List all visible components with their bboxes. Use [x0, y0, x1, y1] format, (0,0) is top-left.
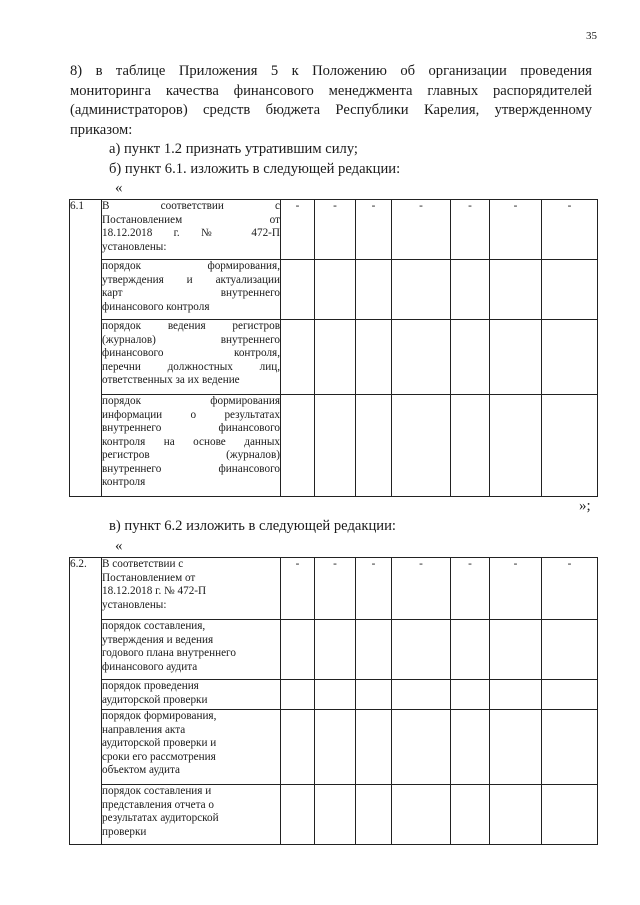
text-line: финансового аудита	[102, 660, 198, 673]
row-heading	[102, 200, 281, 260]
table-row	[70, 710, 598, 785]
dash-cell: -	[356, 200, 392, 260]
text-line: информации о результатах	[102, 408, 280, 421]
text-line: годового плана внутреннего	[102, 647, 236, 659]
row-description	[102, 620, 281, 680]
table-row	[70, 320, 598, 395]
text-line: порядок составления и	[102, 785, 212, 797]
empty-cell	[542, 620, 598, 680]
row-description	[102, 260, 281, 320]
empty-cell	[542, 785, 598, 845]
open-quote-2: «	[115, 538, 123, 554]
empty-cell	[451, 395, 490, 497]
text-line: контроля	[102, 476, 146, 488]
table-row	[70, 260, 598, 320]
item-b: б) пункт 6.1. изложить в следующей редакции:	[109, 160, 401, 177]
empty-cell	[281, 395, 315, 497]
row-description	[102, 785, 281, 845]
dash-cell: -	[451, 558, 490, 620]
empty-cell	[451, 260, 490, 320]
text-line: регистров (журналов)	[102, 449, 280, 461]
empty-cell	[356, 320, 392, 395]
dash-cell: -	[315, 200, 356, 260]
text-line: результатах аудиторской	[102, 812, 219, 824]
empty-cell	[451, 785, 490, 845]
text-line: установлены:	[102, 598, 167, 611]
empty-cell	[315, 260, 356, 320]
table-row	[70, 200, 598, 260]
empty-cell	[356, 620, 392, 680]
page-number: 35	[586, 30, 597, 42]
empty-cell	[315, 395, 356, 497]
row-number: 6.1	[70, 200, 102, 497]
empty-cell	[490, 680, 542, 710]
empty-cell	[281, 710, 315, 785]
close-quote: »;	[579, 498, 591, 514]
row-number: 6.2.	[70, 558, 102, 845]
empty-cell	[281, 620, 315, 680]
row-description	[102, 680, 281, 710]
empty-cell	[356, 680, 392, 710]
row-heading	[102, 558, 281, 620]
text-line: В соответствии с	[102, 200, 280, 212]
text-line: внутреннего финансового	[102, 462, 280, 475]
empty-cell	[315, 680, 356, 710]
text-line: 18.12.2018 г. № 472-П	[102, 585, 207, 597]
text-line: (журналов) внутреннего	[102, 333, 280, 346]
empty-cell	[356, 395, 392, 497]
empty-cell	[392, 710, 451, 785]
dash-cell: -	[490, 558, 542, 620]
table-row	[70, 680, 598, 710]
item-v: в) пункт 6.2 изложить в следующей редакции:	[109, 518, 396, 534]
empty-cell	[392, 320, 451, 395]
dash-cell: -	[490, 200, 542, 260]
empty-cell	[392, 680, 451, 710]
dash-cell: -	[281, 558, 315, 620]
empty-cell	[281, 680, 315, 710]
dash-cell: -	[392, 200, 451, 260]
table-row	[70, 558, 598, 620]
dash-cell: -	[315, 558, 356, 620]
text-line: аудиторской проверки	[102, 693, 208, 706]
table-row	[70, 620, 598, 680]
row-description	[102, 710, 281, 785]
text-line: объектом аудита	[102, 764, 180, 776]
empty-cell	[490, 620, 542, 680]
open-quote-1: «	[115, 180, 123, 196]
text-line: порядок формирования,	[102, 260, 280, 272]
empty-cell	[281, 785, 315, 845]
intro-line-4: приказом:	[70, 121, 133, 138]
empty-cell	[356, 260, 392, 320]
text-line: карт внутреннего	[102, 287, 280, 299]
table-row	[70, 395, 598, 497]
empty-cell	[542, 260, 598, 320]
empty-cell	[490, 395, 542, 497]
table-row	[70, 785, 598, 845]
text-line: ответственных за их ведение	[102, 374, 240, 386]
intro-line-1: 8) в таблице Приложения 5 к Положению об организации проведения	[70, 63, 592, 79]
empty-cell	[451, 710, 490, 785]
empty-cell	[281, 260, 315, 320]
empty-cell	[451, 680, 490, 710]
text-line: финансового контроля,	[102, 347, 280, 359]
table-6-1	[69, 199, 598, 497]
intro-line-2: мониторинга качества финансового менеджмента главных распорядителей	[70, 82, 592, 99]
intro-line-3: (администраторов) средств бюджета Республики Карелия, утвержденному	[70, 102, 592, 118]
text-line: внутреннего финансового	[102, 422, 280, 434]
item-a: а) пункт 1.2 признать утратившим силу;	[109, 141, 358, 157]
text-line: порядок ведения регистров	[102, 320, 280, 332]
text-line: Постановлением от	[102, 571, 196, 584]
empty-cell	[490, 785, 542, 845]
empty-cell	[281, 320, 315, 395]
text-line: направления акта	[102, 723, 186, 736]
dash-cell: -	[281, 200, 315, 260]
empty-cell	[392, 785, 451, 845]
empty-cell	[315, 710, 356, 785]
table-6-2	[69, 557, 598, 845]
text-line: порядок составления,	[102, 620, 206, 632]
empty-cell	[542, 710, 598, 785]
empty-cell	[542, 395, 598, 497]
text-line: порядок формирования	[102, 395, 280, 407]
text-line: порядок формирования,	[102, 710, 217, 722]
empty-cell	[542, 680, 598, 710]
text-line: финансового контроля	[102, 300, 210, 313]
empty-cell	[392, 620, 451, 680]
text-line: представления отчета о	[102, 798, 214, 811]
empty-cell	[451, 320, 490, 395]
text-line: аудиторской проверки и	[102, 737, 217, 749]
empty-cell	[356, 785, 392, 845]
text-line: контроля на основе данных	[102, 435, 280, 448]
text-line: проверки	[102, 825, 147, 838]
text-line: порядок проведения	[102, 680, 199, 692]
empty-cell	[490, 260, 542, 320]
text-line: Постановлением от	[102, 213, 280, 226]
dash-cell: -	[451, 200, 490, 260]
empty-cell	[315, 785, 356, 845]
text-line: утверждения и ведения	[102, 633, 214, 646]
dash-cell: -	[542, 200, 598, 260]
empty-cell	[392, 260, 451, 320]
row-description	[102, 395, 281, 497]
empty-cell	[315, 320, 356, 395]
dash-cell: -	[392, 558, 451, 620]
text-line: утверждения и актуализации	[102, 273, 280, 286]
empty-cell	[451, 620, 490, 680]
empty-cell	[356, 710, 392, 785]
text-line: установлены:	[102, 240, 167, 253]
row-description	[102, 320, 281, 395]
empty-cell	[490, 710, 542, 785]
dash-cell: -	[356, 558, 392, 620]
empty-cell	[392, 395, 451, 497]
empty-cell	[315, 620, 356, 680]
text-line: сроки его рассмотрения	[102, 750, 216, 763]
text-line: В соответствии с	[102, 558, 184, 570]
text-line: перечни должностных лиц,	[102, 360, 280, 373]
text-line: 18.12.2018 г. № 472-П	[102, 227, 280, 239]
empty-cell	[490, 320, 542, 395]
dash-cell: -	[542, 558, 598, 620]
empty-cell	[542, 320, 598, 395]
